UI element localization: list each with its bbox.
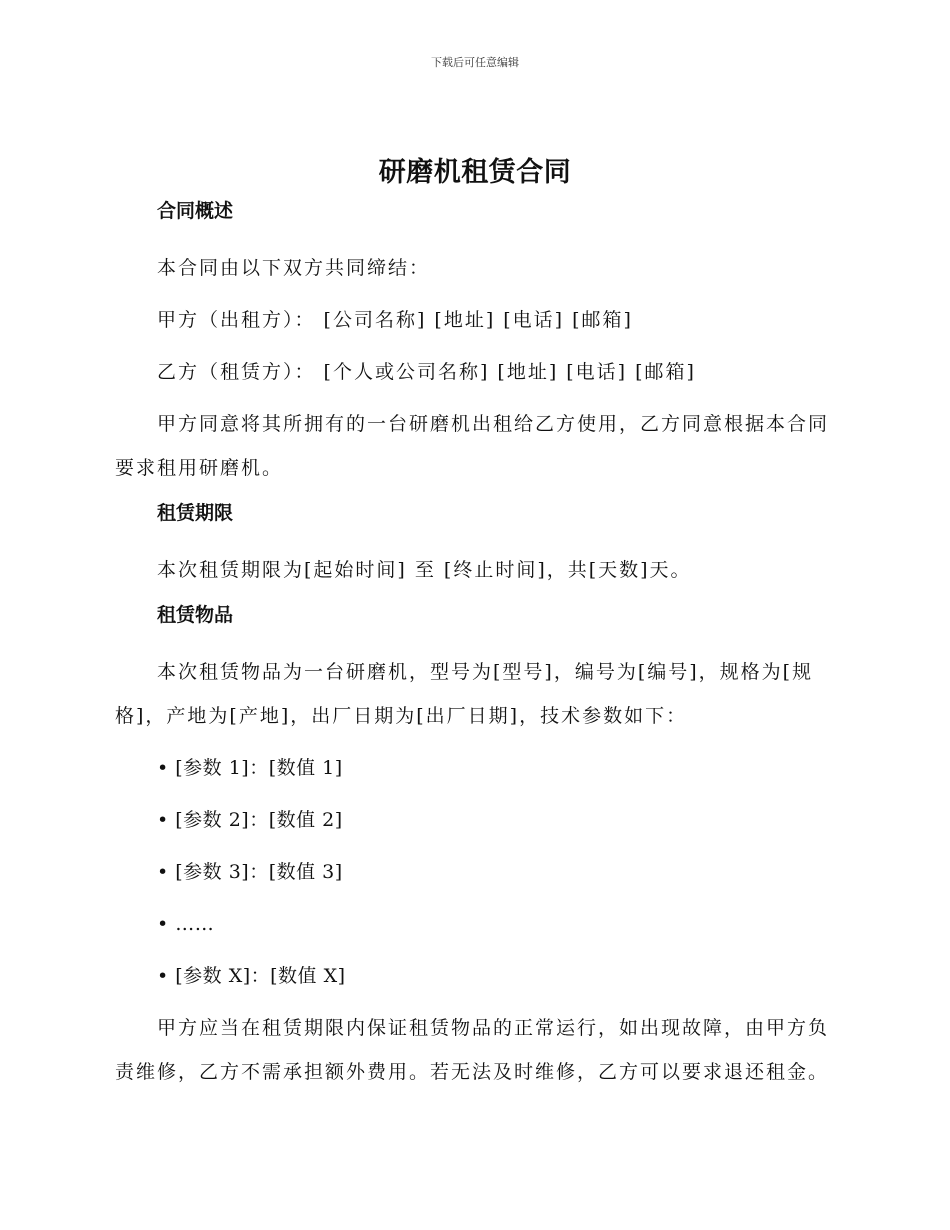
party-a-line: 甲方（出租方）： [公司名称] [地址] [电话] [邮箱] bbox=[157, 309, 633, 331]
document-body bbox=[115, 196, 835, 1102]
param-list-item: • [参数 X]：[数值 X] bbox=[157, 965, 346, 987]
paragraph: 甲方同意将其所拥有的一台研磨机出租给乙方使用，乙方同意根据本合同要求租用研磨机。 bbox=[115, 413, 830, 479]
section-heading-term: 租赁期限 bbox=[157, 502, 234, 524]
param-list-item: • [参数 2]：[数值 2] bbox=[157, 809, 343, 831]
param-list-item: • [参数 3]：[数值 3] bbox=[157, 861, 343, 883]
param-list-item: • …… bbox=[157, 913, 215, 935]
paragraph: 甲方应当在租赁期限内保证租赁物品的正常运行，如出现故障，由甲方负责维修，乙方不需承担额外费用。若无法及时维修，乙方可以要求退还租金。 bbox=[115, 1017, 830, 1083]
paragraph: 本合同由以下双方共同缔结： bbox=[157, 257, 431, 279]
party-b-line: 乙方（租赁方）： [个人或公司名称] [地址] [电话] [邮箱] bbox=[157, 361, 696, 383]
section-heading-items: 租赁物品 bbox=[157, 604, 234, 626]
paragraph: 本次租赁期限为[起始时间] 至 [终止时间]，共[天数]天。 bbox=[157, 559, 692, 581]
document-title: 研磨机租赁合同 bbox=[378, 157, 572, 188]
header-note: 下载后可任意编辑 bbox=[431, 56, 519, 69]
section-heading-overview: 合同概述 bbox=[157, 200, 234, 222]
param-list-item: • [参数 1]：[数值 1] bbox=[157, 757, 343, 779]
paragraph: 本次租赁物品为一台研磨机，型号为[型号]，编号为[编号]，规格为[规格]，产地为[产地]，出厂日期为[出厂日期]，技术参数如下： bbox=[115, 661, 814, 727]
